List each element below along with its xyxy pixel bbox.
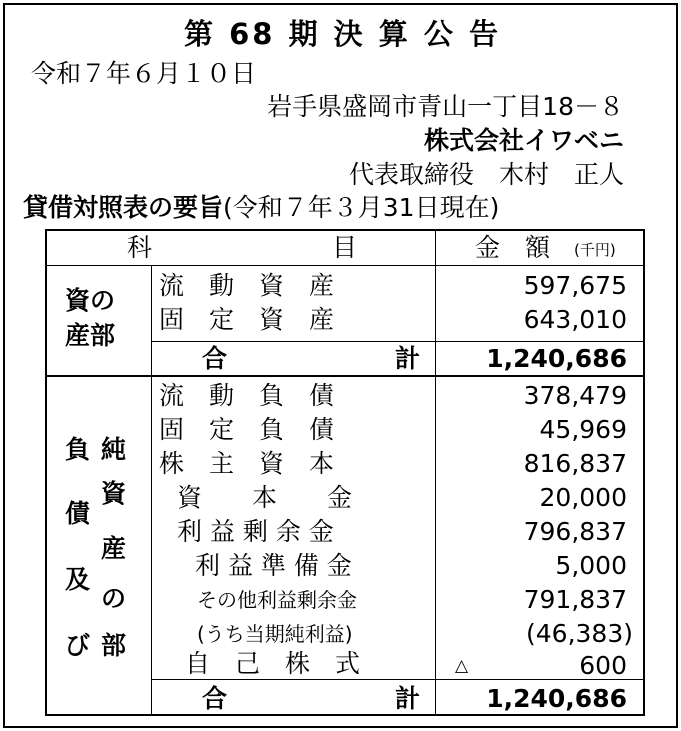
summary-heading bbox=[23, 195, 499, 220]
assets-total-label-2: 計 bbox=[395, 344, 421, 373]
liabilities-section-char: 負 bbox=[65, 435, 91, 464]
header-subject-2: 目 bbox=[332, 233, 358, 262]
liabilities-row-label: (うち当期純利益) bbox=[197, 622, 353, 646]
company-name: 株式会社イワベニ bbox=[423, 126, 624, 155]
liabilities-row-value: 45,969 bbox=[539, 415, 627, 444]
company-representative: 代表取締役 木村 正人 bbox=[348, 160, 624, 189]
assets-total-label-1: 合 bbox=[202, 344, 228, 373]
assets-row-label: 固 定 資 産 bbox=[159, 305, 335, 334]
liabilities-row-value: 600 bbox=[579, 651, 627, 680]
liabilities-row-value: 796,837 bbox=[523, 517, 627, 546]
liabilities-row-value: 378,479 bbox=[523, 381, 627, 410]
liabilities-total-value: 1,240,686 bbox=[486, 684, 627, 713]
net-assets-section-char: 産 bbox=[101, 534, 127, 563]
header-unit: (千円) bbox=[574, 241, 616, 259]
liabilities-row-label: 利 益 剰 余 金 bbox=[177, 517, 334, 546]
liabilities-section-char: 及 bbox=[65, 565, 91, 594]
assets-row-value: 597,675 bbox=[523, 271, 627, 300]
assets-section-label-1: 資の bbox=[65, 286, 116, 315]
liabilities-row-label: 流 動 負 債 bbox=[159, 381, 335, 410]
liabilities-row-label: 固 定 負 債 bbox=[159, 415, 335, 444]
assets-row-label: 流 動 資 産 bbox=[159, 271, 335, 300]
net-assets-section-char: の bbox=[101, 584, 127, 613]
assets-total-value: 1,240,686 bbox=[486, 344, 627, 373]
liabilities-section-char: び bbox=[65, 631, 91, 660]
summary-period: (令和７年３月31日現在) bbox=[223, 193, 500, 222]
header-amount: 金 額 bbox=[475, 233, 551, 262]
summary-title: 貸借対照表の要旨 bbox=[23, 193, 224, 222]
notice-date: 令和７年６月１０日 bbox=[31, 59, 257, 88]
liabilities-total-label-1: 合 bbox=[202, 684, 228, 713]
liabilities-row-label: 資 本 金 bbox=[177, 483, 353, 512]
liabilities-row-label: 利 益 準 備 金 bbox=[195, 551, 352, 580]
assets-label-divider bbox=[151, 265, 152, 375]
liabilities-row-label: 株 主 資 本 bbox=[159, 449, 335, 478]
section-divider bbox=[47, 375, 643, 377]
assets-row-value: 643,010 bbox=[523, 305, 627, 334]
assets-section-label-2: 産部 bbox=[65, 321, 116, 350]
header-row-divider bbox=[47, 265, 643, 266]
liabilities-row-value: 791,837 bbox=[523, 585, 627, 614]
notice-title: 第 68 期 決 算 公 告 bbox=[184, 17, 501, 51]
notice-frame bbox=[3, 3, 678, 728]
liabilities-row-value: 816,837 bbox=[523, 449, 627, 478]
liabilities-section-char: 債 bbox=[65, 499, 91, 528]
liabilities-row-label: その他利益剰余金 bbox=[197, 588, 357, 612]
liabilities-total-label-2: 計 bbox=[395, 684, 421, 713]
liabilities-row-value: (46,383) bbox=[526, 619, 633, 648]
negative-marker: △ bbox=[455, 656, 469, 676]
liabilities-label-divider bbox=[151, 377, 152, 714]
net-assets-section-char: 純 bbox=[101, 435, 127, 464]
net-assets-section-char: 部 bbox=[101, 631, 127, 660]
balance-sheet-table bbox=[45, 229, 645, 716]
header-subject-1: 科 bbox=[127, 233, 153, 262]
liabilities-row-label: 自 己 株 式 bbox=[185, 649, 361, 678]
liabilities-total-divider bbox=[151, 679, 643, 680]
liabilities-row-value: 20,000 bbox=[539, 483, 627, 512]
assets-total-divider bbox=[151, 341, 643, 342]
company-address: 岩手県盛岡市青山一丁目18－８ bbox=[267, 92, 624, 121]
liabilities-row-value: 5,000 bbox=[555, 551, 627, 580]
net-assets-section-char: 資 bbox=[101, 479, 127, 508]
